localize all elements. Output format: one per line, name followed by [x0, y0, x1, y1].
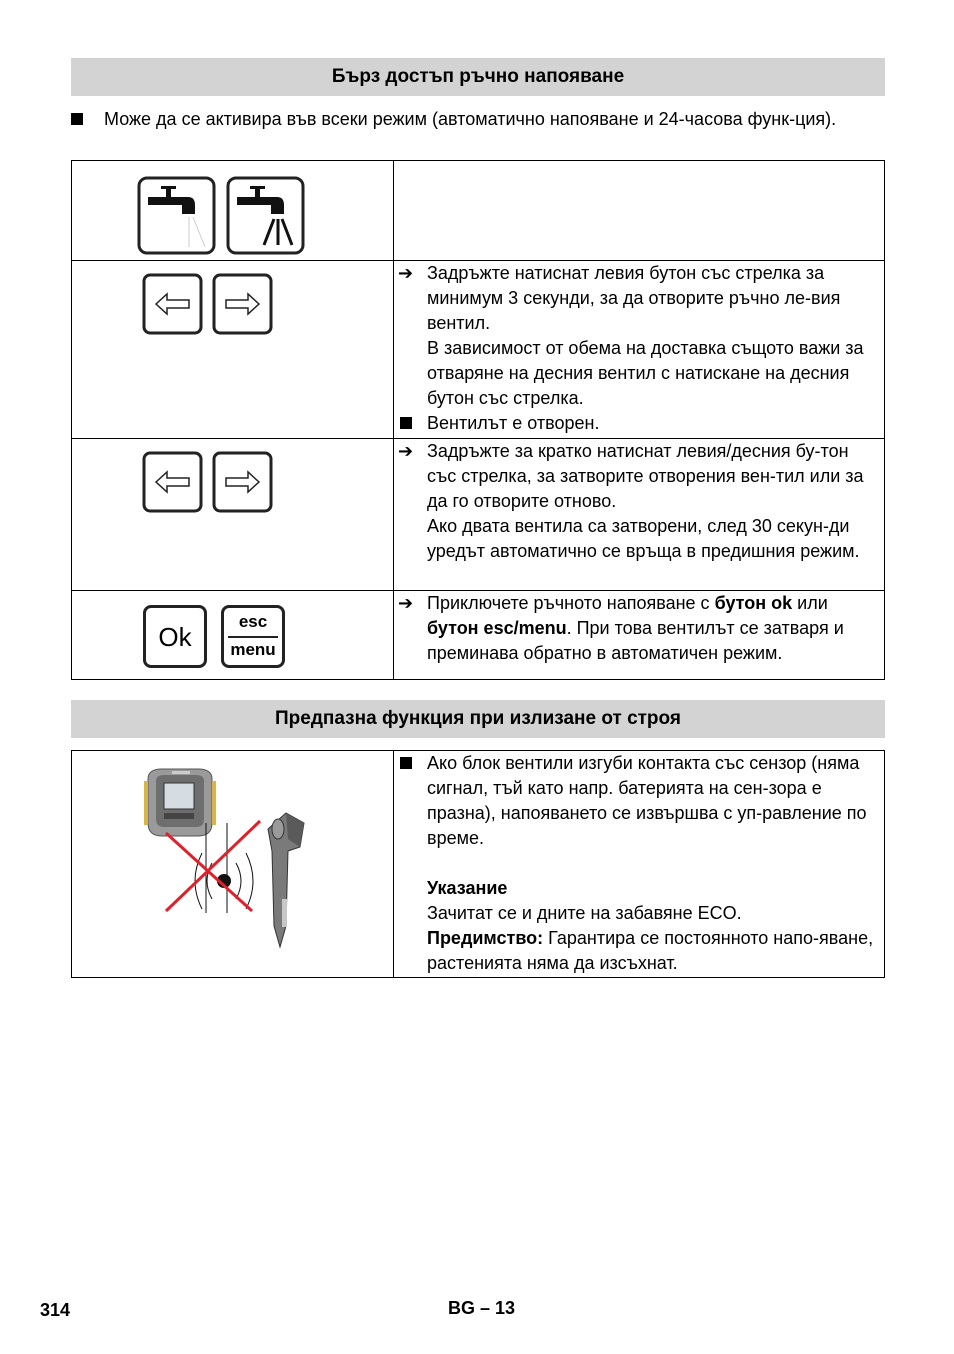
esc-label: esc [238, 612, 268, 631]
esc-menu-button-ref: бутон esc/menu [427, 618, 567, 638]
sensor-illustration-cell [72, 751, 394, 978]
ok-esc-buttons-cell [72, 591, 394, 680]
soil-sensor-icon [268, 813, 304, 947]
arrow-icon: ➔ [398, 441, 414, 461]
ok-label: Ok [158, 622, 192, 652]
divider [228, 636, 278, 638]
instruction-text: Задръжте за кратко натиснат левия/десния бу-тон със стрелка, за затворите отворения вен-тил или за да го отворите отново. [427, 441, 864, 511]
bullet-square-icon [400, 417, 412, 429]
arrow-buttons-cell [72, 439, 394, 591]
tap-spray-icon [228, 178, 303, 253]
note-heading [398, 876, 876, 901]
empty-text-cell [394, 161, 885, 261]
instruction-item [398, 261, 876, 336]
instruction-item [398, 439, 876, 514]
esc-menu-button-icon [221, 605, 285, 668]
arrow-buttons [72, 261, 393, 341]
note-text [398, 901, 876, 926]
arrow-buttons [72, 439, 393, 519]
section-title-failsafe [71, 700, 885, 738]
instruction-text: . При това вентилът се затваря и преминава обратно в автоматичен режим. [427, 618, 844, 663]
failsafe-text [394, 751, 885, 978]
instruction-text: Приключете ръчното напояване с [427, 593, 715, 613]
manual-watering-table [71, 160, 885, 680]
failsafe-bullet [398, 751, 876, 851]
ok-button-ref: бутон ok [714, 593, 793, 613]
toggle-valve-instructions [394, 439, 885, 591]
instruction-continuation [398, 514, 876, 564]
failsafe-table [71, 750, 885, 978]
table-row [72, 751, 885, 978]
instruction-item [398, 591, 876, 666]
finish-instructions [394, 591, 885, 680]
tap-icons [72, 161, 393, 261]
result-item [398, 411, 876, 436]
right-arrow-button-icon [214, 453, 271, 511]
advantage-label: Предимство: [427, 928, 544, 948]
instruction-continuation [398, 336, 876, 411]
failsafe-bullet-text: Ако блок вентили изгуби контакта със сензор (няма сигнал, тъй като напр. батерията на сен-зора е празна), напояването се извършва с уп-равление по време. [427, 753, 867, 848]
left-arrow-button-icon [144, 453, 201, 511]
intro-text: Може да се активира във всеки режим (автоматично напояване и 24-часова функ-ция). [104, 109, 837, 129]
menu-label: menu [230, 640, 276, 659]
left-arrow-button-icon [144, 275, 201, 333]
section-title-text: Бърз достъп ръчно напояване [331, 66, 625, 87]
advantage-body: Гарантира се постоянното напо-яване, растенията няма да изсъхнат. [427, 928, 874, 973]
advantage-text [398, 926, 876, 976]
open-valve-instructions [394, 261, 885, 439]
instruction-text: Задръжте натиснат левия бутон със стрелка за минимум 3 секунди, за да отворите ръчно ле-вия вентил. [427, 263, 841, 333]
intro-bullet [71, 107, 885, 132]
page-number: 314 [40, 1300, 71, 1320]
bullet-square-icon [400, 757, 412, 769]
table-row [72, 261, 885, 439]
arrow-icon: ➔ [398, 593, 414, 613]
tap-drip-icon [139, 178, 214, 253]
instruction-text: В зависимост от обема на доставка същото важи за отваряне на десния вентил с натискане на десния бутон със стрелка. [427, 338, 864, 408]
table-row [72, 161, 885, 261]
right-arrow-button-icon [214, 275, 271, 333]
tap-icons-cell [72, 161, 394, 261]
table-row [72, 591, 885, 680]
instruction-text: Ако двата вентила са затворени, след 30 секун-ди уредът автоматично се връща в предишния режим. [427, 516, 860, 561]
instruction-text: или [792, 593, 828, 613]
note-heading-text: Указание [427, 878, 508, 898]
arrow-buttons-cell [72, 261, 394, 439]
ok-button-icon [143, 605, 207, 668]
arrow-icon: ➔ [398, 263, 414, 283]
result-text: Вентилът е отворен. [427, 413, 600, 433]
section-title-manual-watering [71, 58, 885, 96]
bullet-square-icon [71, 113, 83, 125]
section-title-text: Предпазна функция при излизане от строя [275, 708, 681, 729]
sensor-no-signal-illustration [72, 751, 393, 978]
note-body: Зачитат се и дните на забавяне ECO. [427, 903, 742, 923]
table-row [72, 439, 885, 591]
valve-controller-icon [144, 769, 216, 836]
page-label: BG – 13 [448, 1298, 516, 1318]
